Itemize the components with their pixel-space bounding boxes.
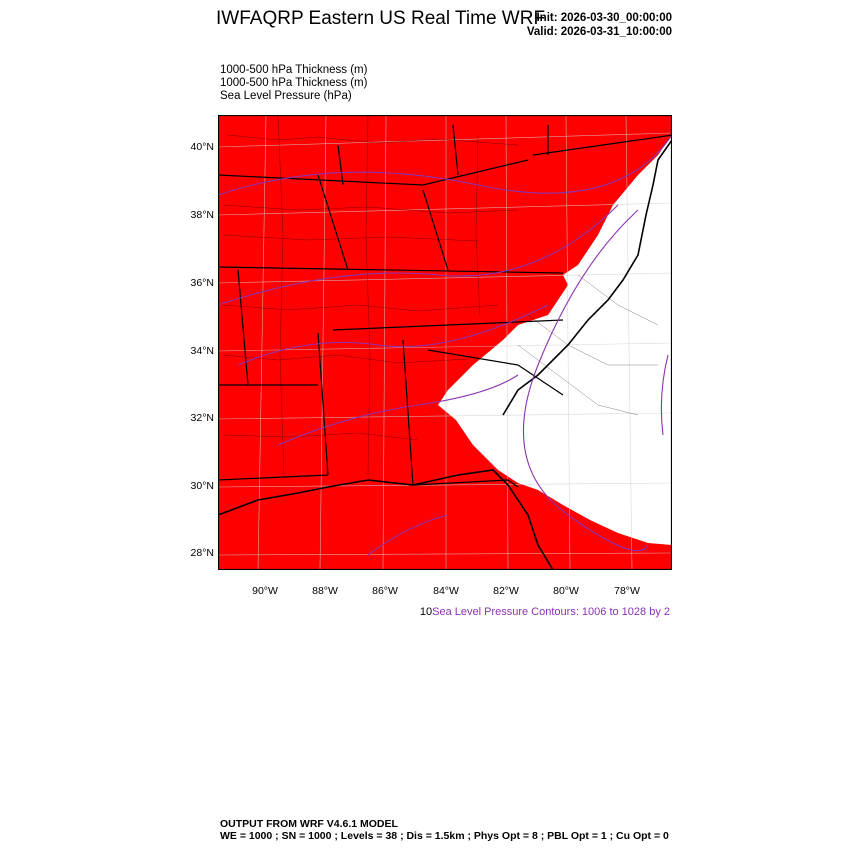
footer-line-1: OUTPUT FROM WRF V4.6.1 MODEL bbox=[220, 818, 398, 830]
map-panel bbox=[218, 115, 672, 570]
lat-label-32n: 32°N bbox=[190, 412, 214, 424]
contour-info-prefix: 10 bbox=[419, 606, 433, 618]
footer-line-2: WE = 1000 ; SN = 1000 ; Levels = 38 ; Dis = 1.5km ; Phys Opt = 8 ; PBL Opt = 1 ; Cu Opt = 0 bbox=[220, 830, 669, 842]
lon-label-90w: 90°W bbox=[252, 585, 278, 597]
lon-label-84w: 84°W bbox=[433, 585, 459, 597]
lon-label-82w: 82°W bbox=[493, 585, 519, 597]
lon-label-88w: 88°W bbox=[312, 585, 338, 597]
contour-info-text: Sea Level Pressure Contours: 1006 to 1028 by 2 bbox=[432, 606, 670, 618]
lat-label-30n: 30°N bbox=[190, 480, 214, 492]
lat-label-36n: 36°N bbox=[190, 277, 214, 289]
lon-label-78w: 78°W bbox=[614, 585, 640, 597]
lat-label-40n: 40°N bbox=[190, 141, 214, 153]
field-label-slp: Sea Level Pressure (hPa) bbox=[220, 90, 352, 102]
field-label-thickness-1: 1000-500 hPa Thickness (m) bbox=[220, 64, 368, 76]
model-footer bbox=[220, 818, 669, 842]
init-time: Init: 2026-03-30_00:00:00 bbox=[536, 12, 672, 24]
lat-label-28n: 28°N bbox=[190, 547, 214, 559]
lon-label-86w: 86°W bbox=[372, 585, 398, 597]
lon-label-80w: 80°W bbox=[553, 585, 579, 597]
valid-time: Valid: 2026-03-31_10:00:00 bbox=[526, 26, 672, 38]
lat-label-34n: 34°N bbox=[190, 345, 214, 357]
lat-label-38n: 38°N bbox=[190, 209, 214, 221]
contour-info bbox=[420, 606, 670, 618]
plot-title: IWFAQRP Eastern US Real Time WRF bbox=[216, 8, 546, 29]
field-label-thickness-2: 1000-500 hPa Thickness (m) bbox=[220, 77, 368, 89]
